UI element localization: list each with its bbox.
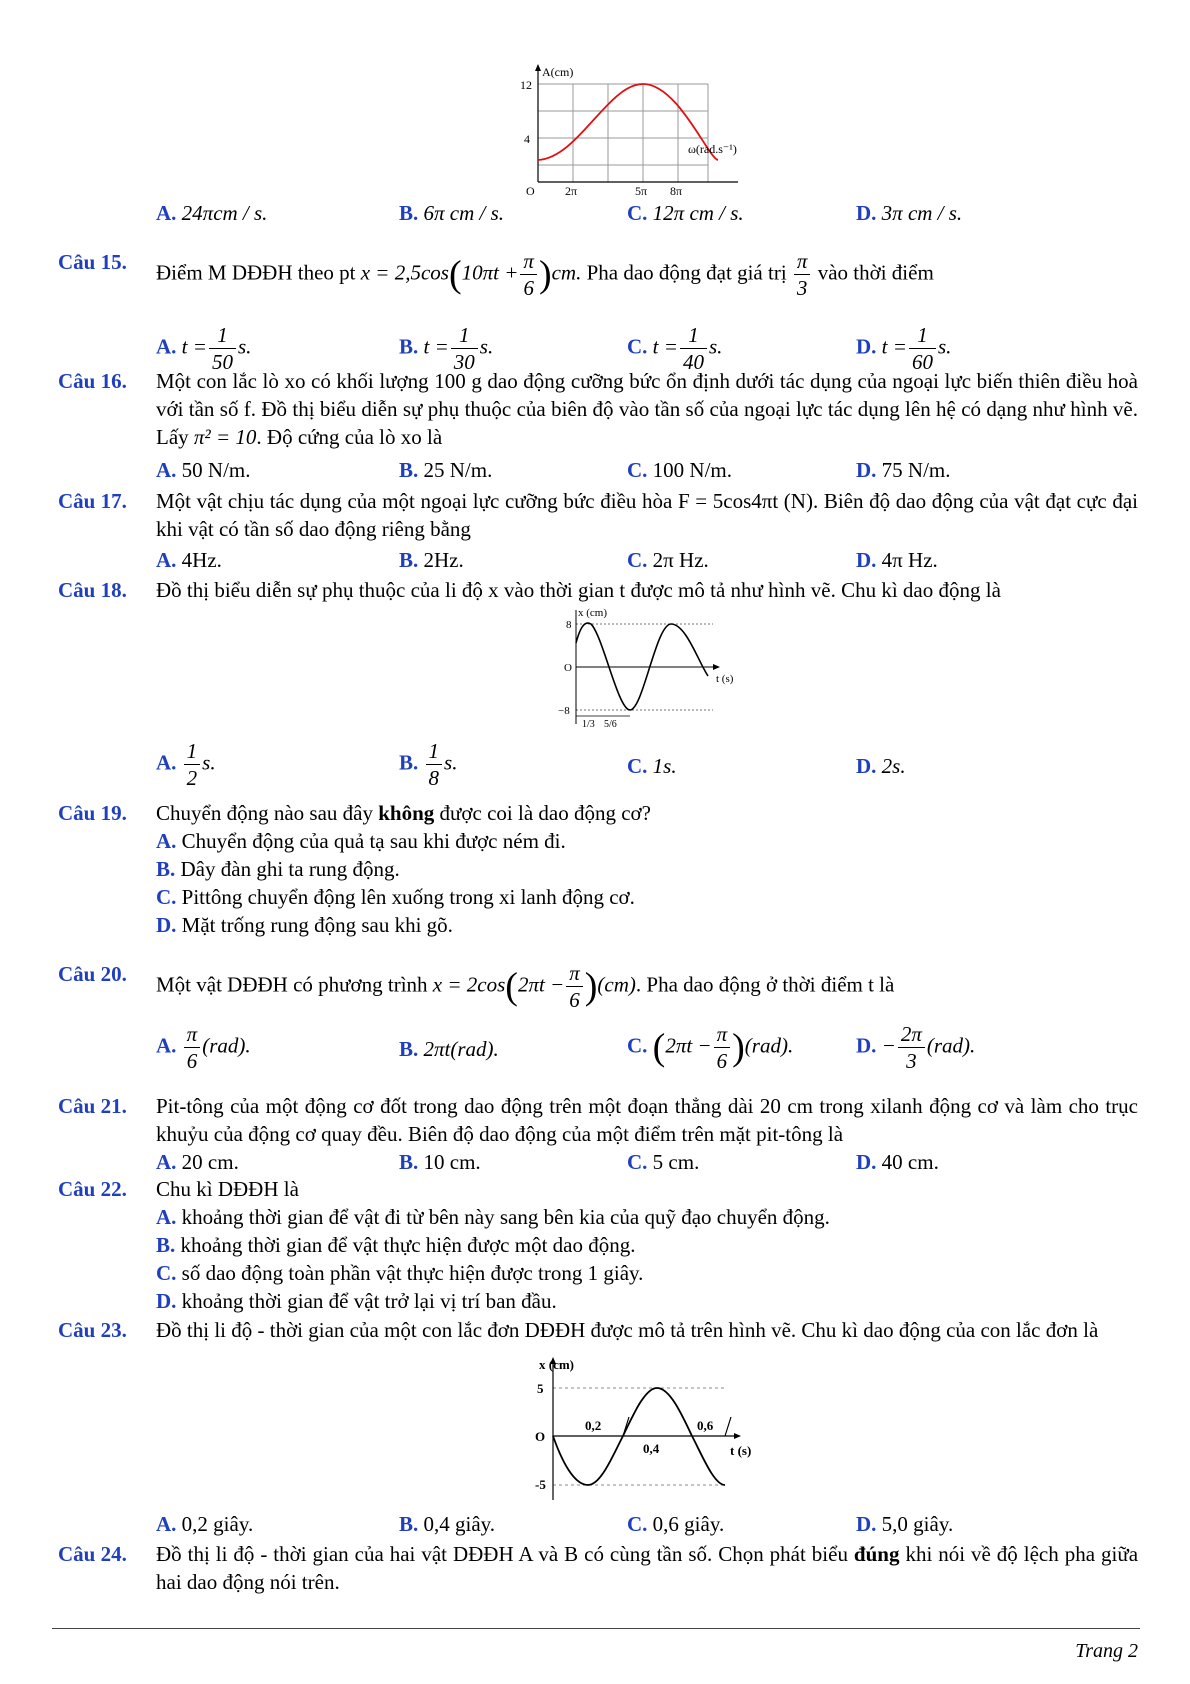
q21-options: [156, 1148, 1138, 1178]
q19-option-c[interactable]: C. Pittông chuyển động lên xuống trong xi lanh động cơ.: [156, 885, 635, 909]
q23-option-a[interactable]: A. 0,2 giây.: [156, 1512, 254, 1536]
q14-option-d[interactable]: D. 3π cm / s.: [856, 201, 963, 225]
resonance-xtick-2pi: 2π: [565, 184, 578, 197]
equation-arg: 2πt −: [517, 972, 565, 997]
q18-ytick-top: 8: [566, 619, 572, 631]
question-text: Điểm M DĐĐH theo pt: [156, 260, 356, 285]
q23-option-c[interactable]: C. 0,6 giây.: [627, 1512, 725, 1536]
q20-options: [156, 1021, 1138, 1081]
question-19: [58, 799, 1138, 827]
question-22: [58, 1175, 1138, 1203]
q21-option-c[interactable]: C. 5 cm.: [627, 1150, 700, 1174]
q23-tick-1: 0,2: [585, 1418, 602, 1433]
frac-num: π: [794, 248, 811, 275]
q23-origin: O: [535, 1429, 546, 1444]
q18-ytick-bot: −8: [558, 705, 570, 717]
frac-num: π: [566, 960, 583, 987]
displacement-graph-q18: [548, 606, 748, 734]
question-text-post: vào thời điểm: [817, 260, 934, 285]
question-text: Một con lắc lò xo có khối lượng 100 g dao động cưỡng bức ổn định dưới tác dụng của ngoại lực biến thiên điều hoà với tần số f. Đồ thị biểu diễn sự phụ thuộc của biên độ vào tần số của ngoại lực tác dụng lên hệ có dạng như hình vẽ. Lấy: [156, 369, 1138, 449]
question-text: Đồ thị biểu diễn sự phụ thuộc của li độ x vào thời gian t được mô tả như hình vẽ. Chu kì dao động là: [156, 578, 1001, 602]
question-number: Câu 20.: [58, 962, 127, 986]
question-text: Đồ thị li độ - thời gian của một con lắc đơn DĐĐH được mô tả trên hình vẽ. Chu kì dao động của con lắc đơn là: [156, 1318, 1099, 1342]
question-text-mid: Pha dao động đạt giá trị: [586, 260, 787, 285]
q17-options: [156, 546, 1138, 576]
q18-origin: O: [564, 662, 572, 674]
q18-xtick-2: 5/6: [604, 719, 617, 730]
q23-option-d[interactable]: D. 5,0 giây.: [856, 1512, 954, 1536]
q18-ylabel: x (cm): [578, 607, 608, 619]
q22-option-a[interactable]: A. khoảng thời gian để vật đi từ bên này sang bên kia của quỹ đạo chuyển động.: [156, 1205, 830, 1229]
question-number: Câu 24.: [58, 1542, 127, 1566]
q16-options: [156, 456, 1138, 486]
q23-ylabel: x (cm): [539, 1357, 575, 1372]
question-20: Câu 20. Một vật DĐĐH có phương trình x = 2cos(2πt − $\frac{\pi}{6}$ )(cm). Pha dao động ở thời điểm t là: [58, 961, 895, 1012]
question-24: [58, 1540, 1138, 1596]
q23-tick-3: 0,6: [697, 1418, 714, 1433]
q21-option-a[interactable]: A. 20 cm.: [156, 1150, 239, 1174]
question-18: [58, 576, 1138, 604]
question-text-end: . Độ cứng của lò xo là: [256, 425, 443, 449]
question-emphasis: đúng: [853, 1542, 900, 1566]
q18-option-c[interactable]: C. 1s.: [627, 754, 677, 778]
q17-option-a[interactable]: A. 4Hz.: [156, 548, 222, 572]
question-text: Đồ thị li độ - thời gian của hai vật DĐĐH A và B có cùng tần số. Chọn phát biểu: [156, 1542, 848, 1566]
question-number: Câu 15.: [58, 250, 127, 274]
footer-divider: [52, 1628, 1140, 1629]
question-text-end: được coi là dao động cơ?: [439, 801, 651, 825]
q18-xlabel: t (s): [716, 673, 734, 685]
q21-option-b[interactable]: B. 10 cm.: [399, 1150, 481, 1174]
q16-option-c[interactable]: C. 100 N/m.: [627, 458, 733, 482]
resonance-origin: O: [526, 184, 535, 197]
q15-option-d[interactable]: D. t = $\frac{1}{60}$ s.: [856, 323, 952, 374]
q23-option-b[interactable]: B. 0,4 giây.: [399, 1512, 496, 1536]
q22-option-d[interactable]: D. khoảng thời gian để vật trở lại vị trí ban đầu.: [156, 1289, 557, 1313]
frac-den: 6: [569, 988, 580, 1012]
q19-option-d[interactable]: D. Mặt trống rung động sau khi gõ.: [156, 913, 453, 937]
resonance-xtick-5pi: 5π: [635, 184, 648, 197]
q17-option-d[interactable]: D. 4π Hz.: [856, 548, 938, 572]
equation: π² = 10: [193, 425, 257, 449]
resonance-xtick-8pi: 8π: [670, 184, 683, 197]
q20-option-d[interactable]: D. − $\frac{2\pi}{3}$ (rad).: [856, 1022, 976, 1073]
question-text: Một vật DĐĐH có phương trình: [156, 972, 428, 997]
q18-options: [156, 738, 1138, 794]
equation: x = 2,5cos: [360, 260, 449, 285]
q15-options: [156, 318, 1138, 374]
question-emphasis: không: [378, 801, 435, 825]
q17-option-c[interactable]: C. 2π Hz.: [627, 548, 709, 572]
resonance-ylabel: A(cm): [542, 65, 574, 79]
q22-option-b[interactable]: B. khoảng thời gian để vật thực hiện được một dao động.: [156, 1233, 636, 1257]
q14-option-c[interactable]: C. 12π cm / s.: [627, 201, 744, 225]
question-text: Một vật chịu tác dụng của một ngoại lực cưỡng bức điều hòa F = 5cos4πt (N). Biên độ dao động của vật đạt cực đại khi vật có tần số dao động riêng bằng: [156, 489, 1138, 541]
question-15: Câu 15. Điểm M DĐĐH theo pt x = 2,5cos(10πt + $\frac{\pi}{6}$ )cm. Pha dao động đạt giá trị $\frac{\pi}{3}$ vào thời điểm: [58, 249, 934, 300]
q22-option-c[interactable]: C. số dao động toàn phần vật thực hiện được trong 1 giây.: [156, 1261, 644, 1285]
equation-unit: (cm): [597, 972, 636, 997]
q23-tick-2: 0,4: [643, 1441, 660, 1456]
resonance-graph: [508, 62, 798, 197]
question-text-end: . Pha dao động ở thời điểm t là: [635, 972, 895, 997]
question-21: [58, 1092, 1138, 1148]
q20-option-a[interactable]: A. $\frac{\pi}{6}$ (rad).: [156, 1022, 251, 1073]
q16-option-d[interactable]: D. 75 N/m.: [856, 458, 951, 482]
q23-ytick-top: 5: [537, 1381, 544, 1396]
frac-den: 6: [523, 276, 534, 300]
question-number: Câu 17.: [58, 489, 127, 513]
question-23: [58, 1316, 1138, 1344]
q18-option-b[interactable]: B. $\frac{1}{8}$ s.: [399, 739, 458, 790]
question-text: Pit-tông của một động cơ đốt trong dao động trên một đoạn thẳng dài 20 cm trong xilanh động cơ và làm cho trục khuỷu của động cơ quay đều. Biên độ dao động của một điểm trên mặt pit-tông là: [156, 1094, 1138, 1146]
question-text: Chu kì DĐĐH là: [156, 1177, 299, 1201]
question-number: Câu 21.: [58, 1094, 127, 1118]
q20-option-b[interactable]: B. 2πt(rad).: [399, 1037, 499, 1061]
q15-option-a[interactable]: A. t = $\frac{1}{50}$ s.: [156, 323, 252, 374]
q19-option-b[interactable]: B. Dây đàn ghi ta rung động.: [156, 857, 400, 881]
equation-unit: cm.: [551, 260, 582, 285]
q19-option-a[interactable]: A. Chuyển động của quả tạ sau khi được ném đi.: [156, 829, 566, 853]
q14-options: [156, 199, 1138, 229]
question-number: Câu 23.: [58, 1318, 127, 1342]
question-number: Câu 19.: [58, 801, 127, 825]
q18-option-d[interactable]: D. 2s.: [856, 754, 906, 778]
q15-option-c[interactable]: C. t = $\frac{1}{40}$ s.: [627, 323, 723, 374]
frac-den: 3: [796, 276, 808, 300]
q23-ytick-bot: -5: [535, 1477, 546, 1492]
question-number: Câu 16.: [58, 369, 127, 393]
q15-option-b[interactable]: B. t = $\frac{1}{30}$ s.: [399, 323, 494, 374]
q17-option-b[interactable]: B. 2Hz.: [399, 548, 464, 572]
resonance-ytick-4: 4: [524, 132, 530, 146]
resonance-xlabel: ω(rad.s⁻¹): [688, 142, 737, 156]
q18-xtick-1: 1/3: [582, 719, 595, 730]
frac-num: π: [520, 248, 537, 275]
question-number: Câu 22.: [58, 1177, 127, 1201]
question-text-end: khi nói về độ lệch pha giữa hai dao động nói trên.: [156, 1542, 1139, 1594]
equation-arg: 10πt +: [461, 260, 519, 285]
q14-option-b[interactable]: B. 6π cm / s.: [399, 201, 505, 225]
question-text: Chuyển động nào sau đây: [156, 801, 373, 825]
q23-options: [156, 1510, 1138, 1540]
q14-option-a[interactable]: A. 24πcm / s.: [156, 201, 268, 225]
q16-option-b[interactable]: B. 25 N/m.: [399, 458, 493, 482]
question-16: [58, 367, 1138, 451]
resonance-ytick-12: 12: [520, 78, 532, 92]
displacement-graph-q23: [525, 1355, 765, 1505]
q16-option-a[interactable]: A. 50 N/m.: [156, 458, 251, 482]
q20-option-c[interactable]: C. (2πt − $\frac{\pi}{6}$ )(rad).: [627, 1022, 794, 1073]
question-number: Câu 18.: [58, 578, 127, 602]
page-number: Trang 2: [1075, 1640, 1138, 1662]
q21-option-d[interactable]: D. 40 cm.: [856, 1150, 939, 1174]
question-17: [58, 487, 1138, 543]
q23-xlabel: t (s): [730, 1443, 752, 1458]
equation: x = 2cos: [432, 972, 506, 997]
q18-option-a[interactable]: A. $\frac{1}{2}$ s.: [156, 739, 216, 790]
